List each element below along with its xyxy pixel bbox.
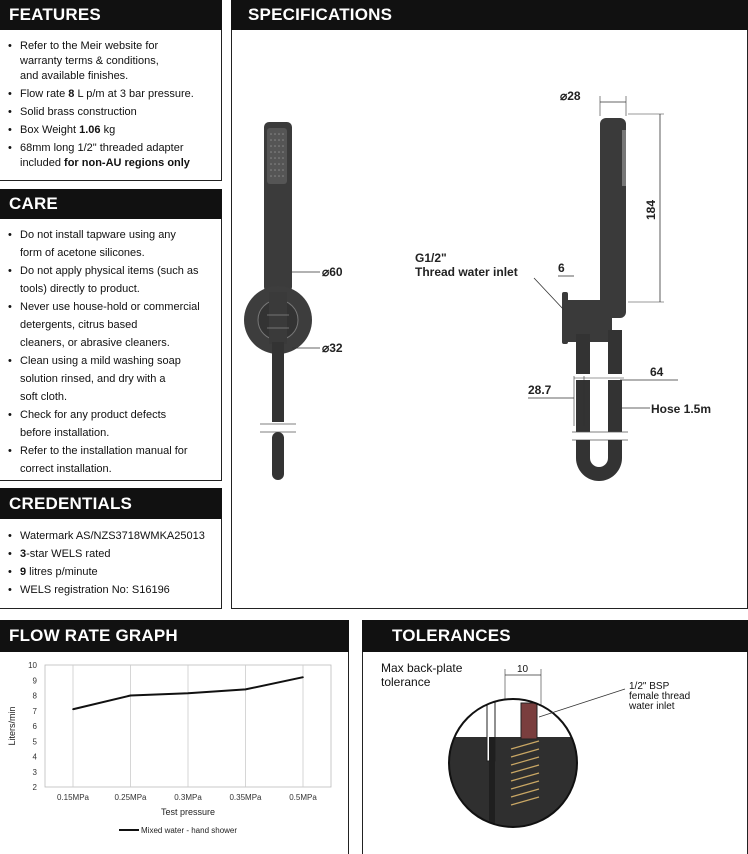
x-tick-label: 0.3MPa — [174, 793, 202, 802]
flow-graph-header: FLOW RATE GRAPH — [0, 620, 349, 652]
care-item: • Do not apply physical items (such as tools) directly to product. — [8, 262, 220, 298]
flow-chart — [1, 653, 347, 853]
inlet-label-1: G1/2" — [415, 251, 447, 265]
y-tick-label: 5 — [32, 737, 37, 747]
data-point — [130, 695, 132, 697]
svg-text:⌀60: ⌀60 — [322, 265, 343, 279]
y-tick-label: 10 — [28, 661, 37, 670]
thread-label-2: female thread — [629, 691, 691, 702]
credential-item: • Watermark AS/NZS3718WMKA25013 — [8, 527, 220, 545]
care-item: • Never use house-hold or commercial detergents, citrus based cleaners, or abrasive cleaners. — [8, 298, 220, 352]
feature-item: • 68mm long 1/2" threaded adapter included for non-AU regions only — [8, 141, 218, 171]
feature-item: • Refer to the Meir website for warranty terms & conditions, and available finishes. — [8, 39, 218, 84]
dim-184: 184 — [644, 199, 658, 220]
dim-64: 64 — [650, 365, 664, 379]
credentials-header: CREDENTIALS — [0, 488, 222, 519]
front-view — [244, 122, 343, 480]
feature-item: • Solid brass construction — [8, 105, 218, 120]
legend-label: Mixed water - hand shower — [141, 826, 238, 835]
y-axis-label: Liters/min — [7, 706, 17, 746]
backplate-label-2: tolerance — [381, 675, 431, 689]
x-tick-label: 0.5MPa — [289, 793, 317, 802]
care-list — [8, 226, 220, 478]
credential-item: • 9 litres p/minute — [8, 563, 220, 581]
backplate-label-1: Max back-plate — [381, 661, 463, 675]
x-axis-label: Test pressure — [160, 807, 216, 817]
credential-item: • 3-star WELS rated — [8, 545, 220, 563]
care-item: • Clean using a mild washing soap solution rinsed, and dry with a soft cloth. — [8, 352, 220, 406]
data-point — [302, 676, 304, 678]
care-header: CARE — [0, 189, 222, 219]
inlet-label-2: Thread water inlet — [415, 265, 518, 279]
care-item: • Do not install tapware using any form of acetone silicones. — [8, 226, 220, 262]
y-tick-label: 8 — [32, 691, 37, 701]
hose-label: Hose 1.5m — [651, 402, 712, 416]
thread-label-1: 1/2" BSP — [629, 681, 670, 692]
x-tick-label: 0.35MPa — [229, 793, 262, 802]
data-point — [72, 708, 74, 710]
dim-28: 28 — [567, 89, 581, 103]
feature-item: • Box Weight 1.06 kg — [8, 123, 218, 138]
svg-text:⌀32: ⌀32 — [322, 341, 343, 355]
credentials-list — [8, 527, 220, 599]
feature-item: • Flow rate 8 L p/m at 3 bar pressure. — [8, 87, 218, 102]
y-tick-label: 6 — [32, 722, 37, 731]
svg-text:⌀28: ⌀28 — [560, 89, 581, 103]
x-tick-label: 0.15MPa — [56, 793, 90, 802]
dim-6: 6 — [558, 261, 565, 275]
y-tick-label: 7 — [32, 706, 37, 716]
care-item: • Refer to the installation manual for correct installation. — [8, 442, 220, 478]
credential-item: • WELS registration No: S16196 — [8, 581, 220, 599]
tolerance-dim-10: 10 — [517, 664, 529, 675]
tolerances-drawing — [363, 653, 747, 853]
dim-32: 32 — [329, 341, 343, 355]
data-point — [245, 689, 247, 691]
specifications-drawing — [232, 30, 746, 608]
care-item: • Check for any product defects before installation. — [8, 406, 220, 442]
thread-label-3: water inlet — [629, 701, 675, 712]
features-list — [8, 39, 218, 174]
y-tick-label: 4 — [32, 752, 37, 762]
y-tick-label: 9 — [32, 676, 37, 686]
dim-60: 60 — [329, 265, 343, 279]
y-tick-label: 3 — [32, 767, 37, 777]
data-point — [187, 692, 189, 694]
x-tick-label: 0.25MPa — [114, 793, 147, 802]
features-header: FEATURES — [0, 0, 222, 30]
dim-28-7: 28.7 — [528, 383, 552, 397]
tolerances-header: TOLERANCES — [362, 620, 748, 652]
side-view — [415, 89, 711, 481]
y-tick-label: 2 — [32, 783, 37, 792]
specifications-header: SPECIFICATIONS — [231, 0, 748, 30]
